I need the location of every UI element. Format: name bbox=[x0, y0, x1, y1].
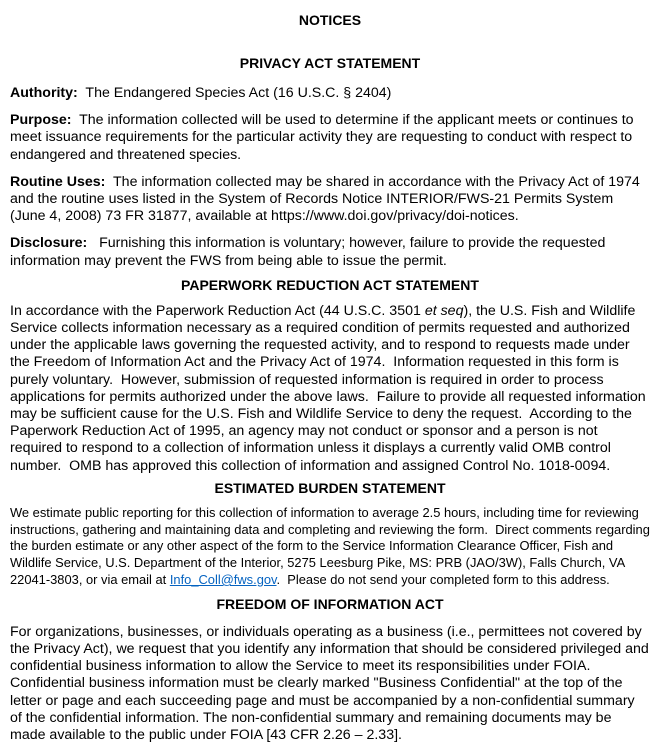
paperwork-text-after: ), the U.S. Fish and Wildlife Service collects information necessary as a required condition of permits requested and authorized under the applicable laws governing the requested activity, and to respond to requests made under the Freedom of Information Act and the Privacy Act of 1974. Information requested in this form is purely voluntary. However, submission of requested information is required in order to process applications for permits authorized under the above laws. Failure to provide all requested information may be sufficient cause for the U.S. Fish and Wildlife Service to deny the request. According to the Paperwork Reduction Act of 1995, an agency may not conduct or sponsor and a person is not required to respond to a collection of information unless it displays a currently valid OMB control number. OMB has approved this collection of information and assigned Control No. 1018-0094. bbox=[10, 302, 650, 474]
burden-text-after: . Please do not send your completed form to this address. bbox=[276, 572, 610, 588]
authority-text: The Endangered Species Act (16 U.S.C. § 2404) bbox=[77, 85, 392, 101]
purpose-label: Purpose: bbox=[10, 112, 72, 129]
privacy-act-heading: PRIVACY ACT STATEMENT bbox=[239, 55, 421, 71]
disclosure-label: Disclosure: bbox=[10, 235, 88, 252]
paperwork-text-before: In accordance with the Paperwork Reduction Act (44 U.S.C. 3501 bbox=[10, 302, 425, 319]
burden-text-before: We estimate public reporting for this collection of information to average 2.5 hours, including time for reviewing instructions, gathering and maintaining data and completing and reviewing the form. Direct comments regarding the burden estimate or any other aspect of the form to the Service Information Clearance Officer, Fish and Wildlife Service, U.S. Department of the Interior, 5275 Leesburg Pike, MS: PRB (JAO/3W), Falls Church, VA 22041-3803, or via email at bbox=[10, 504, 654, 588]
routine-uses-label: Routine Uses: bbox=[10, 173, 106, 190]
authority-paragraph bbox=[10, 85, 650, 102]
estimated-burden-heading: ESTIMATED BURDEN STATEMENT bbox=[214, 479, 446, 496]
purpose-paragraph bbox=[10, 112, 650, 164]
paperwork-paragraph bbox=[10, 303, 650, 475]
paperwork-et-seq: et seq bbox=[424, 302, 464, 319]
routine-uses-paragraph bbox=[10, 174, 650, 226]
foia-paragraph bbox=[10, 623, 653, 744]
routine-uses-text: The information collected may be shared in accordance with the Privacy Act of 1974 and the routine uses listed in the System of Records Notice INTERIOR/FWS-21 Permits System (June 4, 2008) 73 FR 31877, available at https://www.doi.gov/privacy/doi-notices. bbox=[10, 173, 644, 225]
foia-text: For organizations, businesses, or individuals operating as a business (i.e., permittees not covered by the Privacy Act), we request that you identify any information that should be considered privileged and confidential business information to allow the Service to meet its responsibilities under FOIA. Confidential business information must be clearly marked "Business Confidential" at the top of the letter or page and each succeeding page and must be accompanied by a non-confidential summary of the confidential information. The non-confidential summary and remaining documents may be made available to the public under FOIA [43 CFR 2.26 – 2.33]. bbox=[10, 623, 653, 744]
disclosure-text: Furnishing this information is voluntary; however, failure to provide the requested information may prevent the FWS from being able to issue the permit. bbox=[10, 235, 610, 269]
purpose-text: The information collected will be used to determine if the applicant meets or continues to meet issuance requirements for the particular activity they are requesting to conduct with respect to endangered and threatened species. bbox=[10, 112, 638, 163]
paperwork-reduction-heading: PAPERWORK REDUCTION ACT STATEMENT bbox=[181, 276, 479, 293]
authority-label: Authority: bbox=[10, 85, 78, 101]
foia-heading: FREEDOM OF INFORMATION ACT bbox=[216, 595, 444, 612]
disclosure-paragraph bbox=[10, 235, 650, 269]
burden-paragraph bbox=[10, 504, 654, 589]
page-title: NOTICES bbox=[298, 12, 362, 28]
email-link[interactable]: Info_Coll@fws.gov bbox=[169, 572, 277, 588]
